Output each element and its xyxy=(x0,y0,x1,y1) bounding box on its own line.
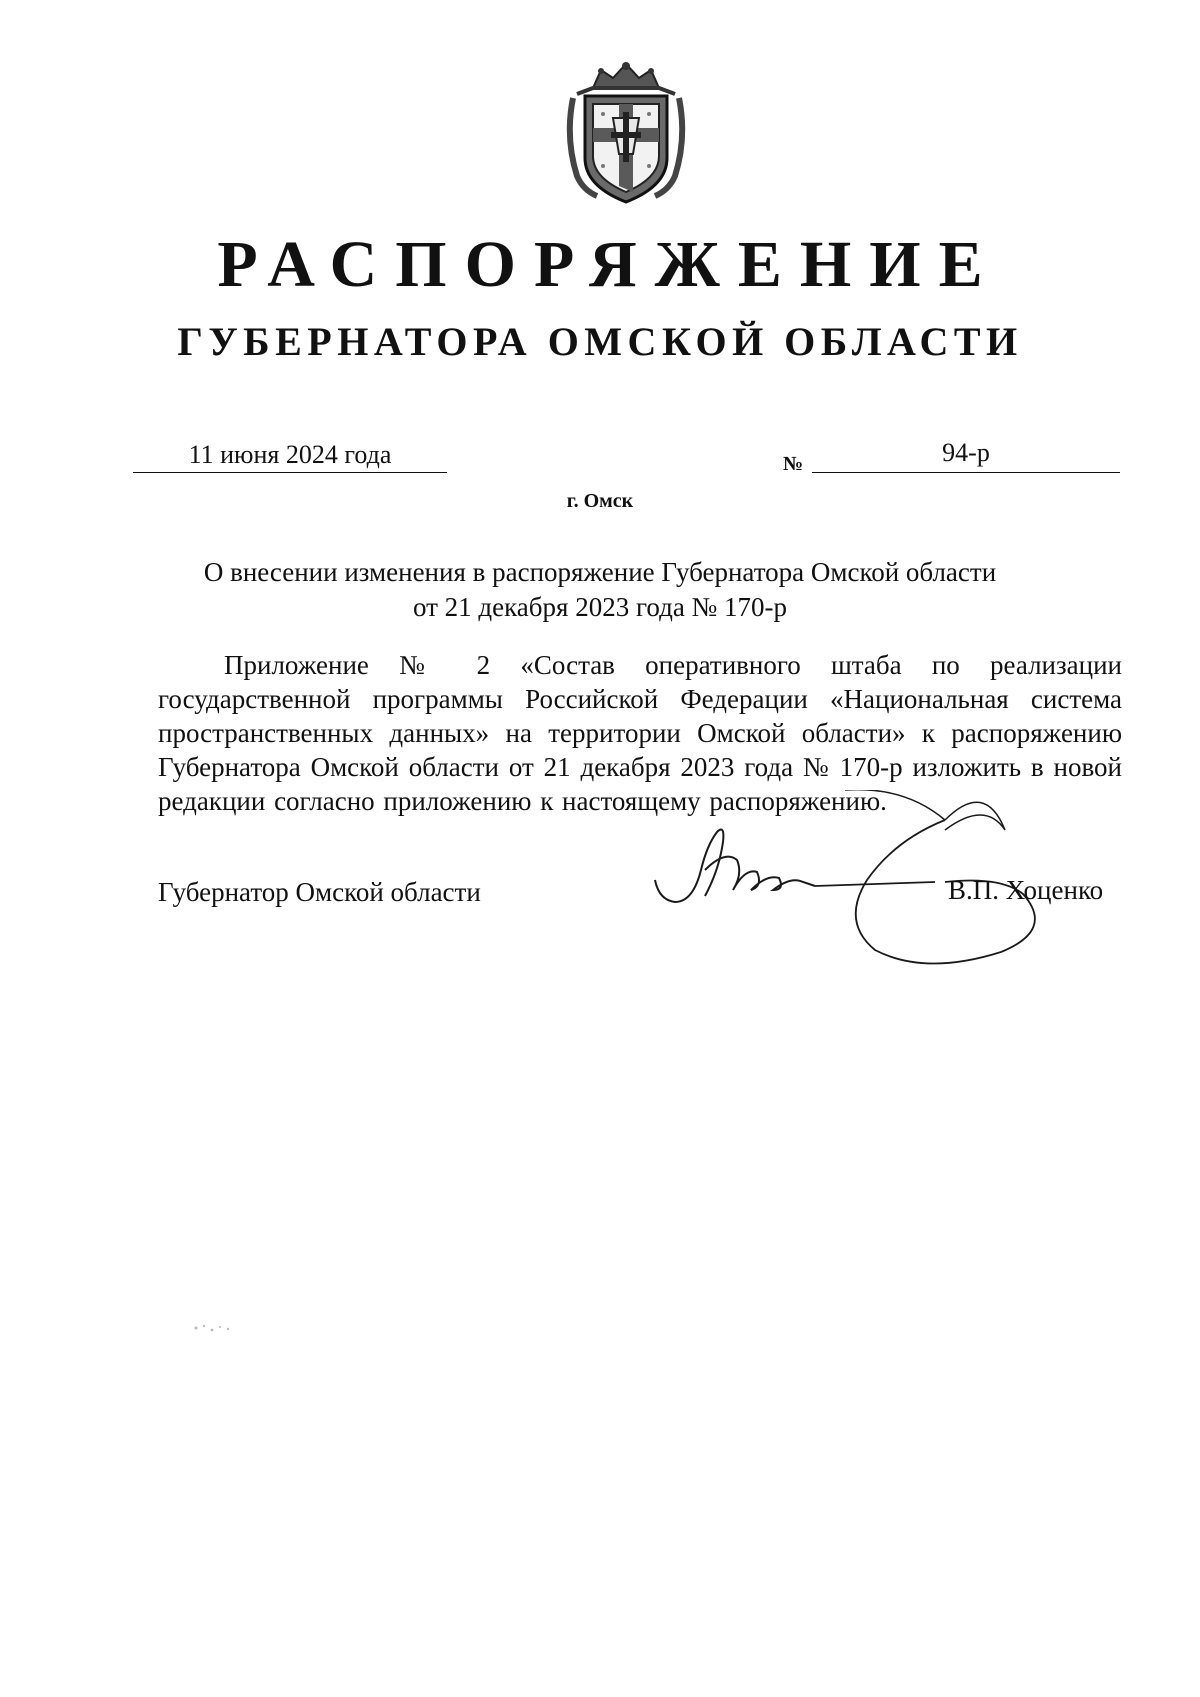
subject-line-2: от 21 декабря 2023 года № 170-р xyxy=(412,592,788,622)
omsk-region-coat-of-arms-icon xyxy=(563,58,689,206)
document-city: г. Омск xyxy=(566,490,634,512)
document-number: 94-р xyxy=(812,438,1120,473)
body-paragraph: Приложение № 2 «Состав оперативного штаба по реализации государственной программы Российской Федерации «Национальная система пространственных данных» на территории Омской области» к распоряжению Губернатора Омской области от 21 декабря 2023 года № 170-р изложить в новой редакции согласно приложению к настоящему распоряжению. xyxy=(158,650,1122,816)
signer-name: В.П. Хоценко xyxy=(948,875,1104,905)
document-date: 11 июня 2024 года xyxy=(133,440,447,473)
document-subject xyxy=(100,555,1100,625)
number-sign: № xyxy=(783,453,804,475)
scan-speck-icon xyxy=(190,1318,250,1338)
document-title: РАСПОРЯЖЕНИЕ xyxy=(217,228,1001,301)
signer-position: Губернатор Омской области xyxy=(158,877,481,907)
subject-line-1: О внесении изменения в распоряжение Губернатора Омской области xyxy=(203,557,997,587)
document-subtitle: ГУБЕРНАТОРА ОМСКОЙ ОБЛАСТИ xyxy=(177,319,1023,364)
